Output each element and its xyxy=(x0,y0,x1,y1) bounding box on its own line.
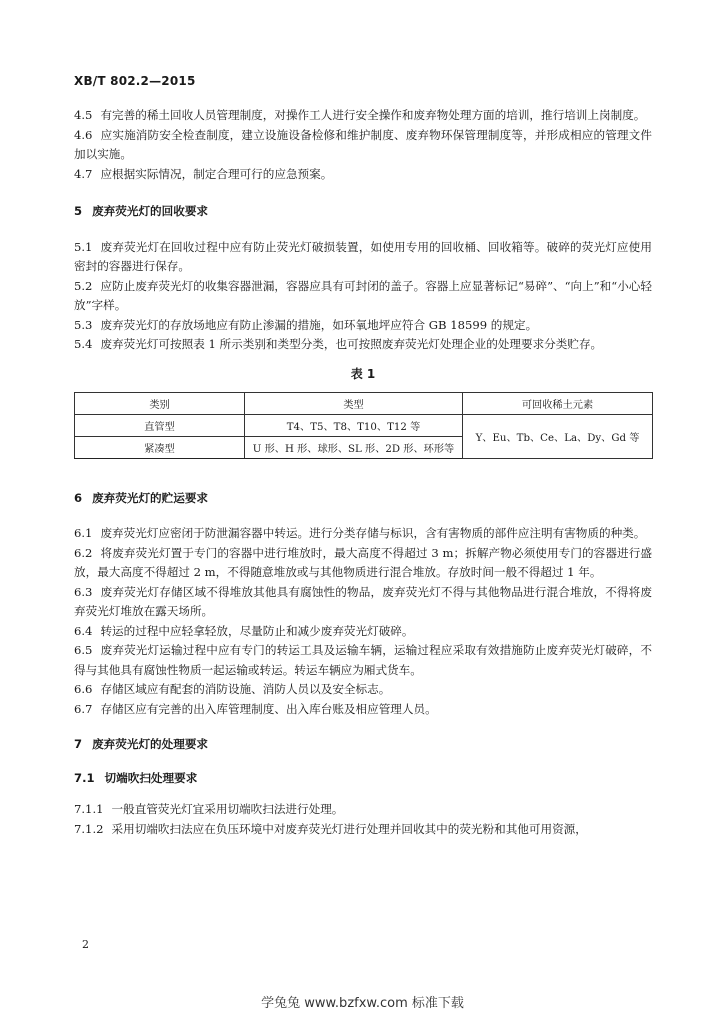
table-header-row xyxy=(75,392,653,414)
clause-7-1-1: 7.1.1 一般直管荧光灯宜采用切端吹扫法进行处理。 xyxy=(74,802,344,816)
section-5-heading: 5 废弃荧光灯的回收要求 xyxy=(74,204,209,218)
table-cell: 紧凑型 xyxy=(75,436,245,458)
clause-5-1: 5.1 废弃荧光灯在回收过程中应有防止荧光灯破损装置，如使用专用的回收桶、回收箱等。破碎的荧光灯应使用密封的容器进行保存。 xyxy=(74,239,652,273)
clause-6-2: 6.2 将废弃荧光灯置于专门的容器中进行堆放时，最大高度不得超过 3 m；拆解产物必须使用专门的容器进行盛放，最大高度不得超过 2 m，不得随意堆放或与其他物质进行混合堆放。存放时间一般不得超过 1 年。 xyxy=(74,545,652,579)
watermark-footer: 学兔兔 www.bzfxw.com 标准下载 xyxy=(261,996,464,1011)
document-body xyxy=(74,106,652,839)
clause-6-5: 6.5 废弃荧光灯运输过程中应有专门的转运工具及运输车辆，运输过程应采取有效措施防止废弃荧光灯破碎，不得与其他具有腐蚀性物质一起运输或转运。转运车辆应为厢式货车。 xyxy=(74,643,652,677)
table-cell: 直管型 xyxy=(75,414,245,436)
clause-6-3: 6.3 废弃荧光灯存储区域不得堆放其他具有腐蚀性的物品，废弃荧光灯不得与其他物品进行混合堆放，不得将废弃荧光灯堆放在露天场所。 xyxy=(74,584,652,618)
table-row xyxy=(75,414,653,436)
clause-4-5: 4.5 有完善的稀土回收人员管理制度，对操作工人进行安全操作和废弃物处理方面的培训，推行培训上岗制度。 xyxy=(74,108,646,122)
clause-6-7: 6.7 存储区应有完善的出入库管理制度、出入库台账及相应管理人员。 xyxy=(74,701,437,716)
table-cell: U 形、H 形、球形、SL 形、2D 形、环形等 xyxy=(245,436,463,458)
clause-6-6: 6.6 存储区域应有配套的消防设施、消防人员以及安全标志。 xyxy=(74,682,391,696)
header-category: 类别 xyxy=(75,392,245,414)
clause-6-1: 6.1 废弃荧光灯应密闭于防泄漏容器中转运。进行分类存储与标识，含有害物质的部件应注明有害物质的种类。 xyxy=(74,526,646,540)
clause-5-3: 5.3 废弃荧光灯的存放场地应有防止渗漏的措施，如环氧地坪应符合 GB 18599 的规定。 xyxy=(74,317,538,332)
header-elements: 可回收稀土元素 xyxy=(463,392,653,414)
table-cell-elements: Y、Eu、Tb、Ce、La、Dy、Gd 等 xyxy=(463,414,653,458)
clause-4-7: 4.7 应根据实际情况，制定合理可行的应急预案。 xyxy=(74,166,333,181)
clause-5-4: 5.4 废弃荧光灯可按照表 1 所示类别和类型分类，也可按照废弃荧光灯处理企业的处理要求分类贮存。 xyxy=(74,337,603,351)
table-cell: T4、T5、T8、T10、T12 等 xyxy=(245,414,463,436)
classification-table xyxy=(74,392,653,459)
section-7-1-heading: 7.1 切端吹扫处理要求 xyxy=(74,770,198,785)
clause-5-2: 5.2 应防止废弃荧光灯的收集容器泄漏，容器应具有可封闭的盖子。容器上应显著标记“易碎”、“向上”和“小心轻放”字样。 xyxy=(74,278,652,312)
clause-7-1-2: 7.1.2 采用切端吹扫法应在负压环境中对废弃荧光灯进行处理并回收其中的荧光粉和其他可用资源， xyxy=(74,821,587,836)
section-7-heading: 7 废弃荧光灯的处理要求 xyxy=(74,737,209,751)
standard-number: XB/T 802.2—2015 xyxy=(74,74,196,88)
clause-4-6: 4.6 应实施消防安全检查制度，建立设施设备检修和维护制度、废弃物环保管理制度等，并形成相应的管理文件加以实施。 xyxy=(74,127,652,161)
header-type: 类型 xyxy=(245,392,463,414)
table-caption: 表 1 xyxy=(350,366,376,381)
page-number: 2 xyxy=(82,938,89,951)
clause-6-4: 6.4 转运的过程中应轻拿轻放，尽量防止和减少废弃荧光灯破碎。 xyxy=(74,623,414,638)
section-6-heading: 6 废弃荧光灯的贮运要求 xyxy=(74,490,209,505)
